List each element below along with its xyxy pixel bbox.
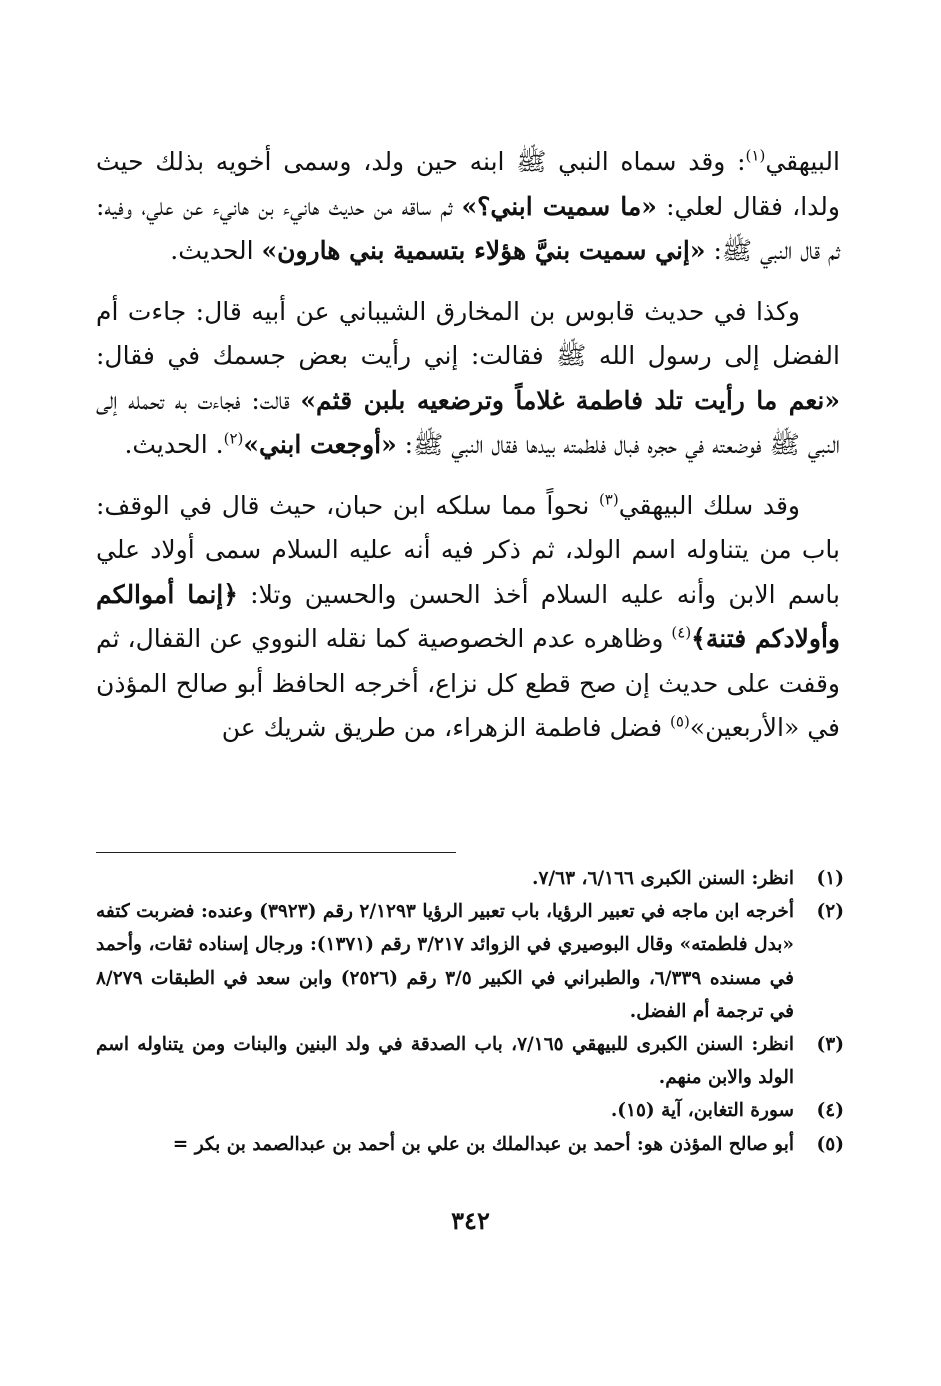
- footnote-5: [96, 1128, 844, 1161]
- footnote-ref[interactable]: (٤): [671, 623, 692, 642]
- text-span: : وقد سماه النبي ﷺ ابنه حين ولد، وسمى أخويه بذلك حيث ولدا، فقال لعلي:: [96, 147, 840, 221]
- hadith-quote: «نعم ما رأيت تلد فاطمة غلاماً وترضعيه بلبن قثم»: [300, 385, 840, 415]
- quran-quote: ﴿إنما أموالكم وأولادكم فتنة﴾: [96, 579, 840, 653]
- paragraph-1: [96, 140, 840, 274]
- footnote-number: (٢): [816, 901, 844, 923]
- hadith-quote: «أوجعت ابني»: [243, 430, 397, 459]
- footnote-1: [96, 862, 844, 895]
- footnote-ref[interactable]: (١): [745, 146, 766, 165]
- footnotes: [96, 862, 844, 1161]
- text-span: ثم ساقه من حديث هانيء بن هانيء عن علي، وفيه: ثم قال النبي ﷺ:: [96, 191, 840, 265]
- footnote-text: أخرجه ابن ماجه في تعبير الرؤيا، باب تعبير الرؤيا ٢/١٢٩٣ رقم (٣٩٢٣) وعنده: فضربت كتفه «بدل فلطمته» وقال البوصيري في الزوائد ٣/٢١٧ رقم (١٣٧١): ورجال إسناده ثقات، وأحمد في مسنده ٦/٣٣٩، والطبراني في الكبير ٣/٥ رقم (٢٥٢٦) وابن سعد في الطبقات ٨/٢٧٩ في ترجمة أم الفضل.: [95, 901, 795, 1022]
- footnote-separator: [96, 852, 456, 853]
- footnote-ref[interactable]: (٣): [598, 490, 619, 509]
- footnote-2: [96, 895, 844, 1028]
- footnote-text: انظر: السنن الكبرى للبيهقي ٧/١٦٥، باب الصدقة في ولد البنين والبنات ومن يتناوله اسم الولد والابن منهم.: [96, 1034, 794, 1089]
- footnote-number: (٣): [816, 1034, 844, 1056]
- text-span: وظاهره عدم الخصوصية كما نقله النووي عن القفال، ثم وقفت على حديث إن صح قطع كل نزاع، أخرجه الحافظ أبو صالح المؤذن في «الأربعين»: [96, 624, 840, 742]
- main-text: [96, 140, 840, 751]
- page-body: [96, 140, 840, 767]
- footnote-number: (٤): [816, 1100, 844, 1122]
- hadith-quote: «ما سميت ابني؟»: [461, 191, 657, 221]
- paragraph-2: [96, 290, 840, 468]
- paragraph-3: [96, 484, 840, 751]
- page-number: ٣٤٢: [451, 1206, 490, 1235]
- text-span: وقد سلك البيهقي: [618, 490, 800, 520]
- footnote-number: (١): [816, 868, 844, 889]
- footnote-ref[interactable]: (٢): [223, 429, 244, 448]
- text-span: وكذا في حديث قابوس بن المخارق الشيباني عن أبيه قال: جاءت أم الفضل إلى رسول الله ﷺ فقالت: إني رأيت بعض جسمك في فقال:: [96, 296, 840, 370]
- footnote-number: (٥): [816, 1133, 844, 1155]
- text-span: الحديث.: [170, 236, 262, 265]
- text-span: البيهقي: [765, 147, 840, 176]
- footnote-text: أبو صالح المؤذن هو: أحمد بن عبدالملك بن علي بن أحمد بن عبدالصمد بن بكر =: [172, 1133, 794, 1155]
- footnote-4: [96, 1094, 844, 1127]
- footnote-3: [96, 1028, 844, 1094]
- footnote-text: انظر: السنن الكبرى ٦/١٦٦، ٧/٦٣.: [531, 868, 794, 889]
- text-span: . الحديث.: [124, 430, 224, 459]
- text-span: فضل فاطمة الزهراء، من طريق شريك عن: [221, 713, 671, 742]
- hadith-quote: «إني سميت بنيَّ هؤلاء بتسمية بني هارون»: [261, 236, 706, 265]
- text-span: نحواً مما سلكه ابن حبان، حيث قال في الوقف: باب من يتناوله اسم الولد، ثم ذكر فيه أنه عليه السلام سمى أولاد علي باسم الابن وأنه عليه السلام أخذ الحسن والحسين وتلا:: [96, 490, 840, 609]
- footnote-ref[interactable]: (٥): [670, 712, 690, 731]
- footnote-text: سورة التغابن، آية (١٥).: [610, 1100, 794, 1122]
- text-span: قالت: فجاءت به تحمله إلى النبي ﷺ فوضعته في حجره فبال فلطمته بيدها فقال النبي ﷺ:: [96, 385, 840, 459]
